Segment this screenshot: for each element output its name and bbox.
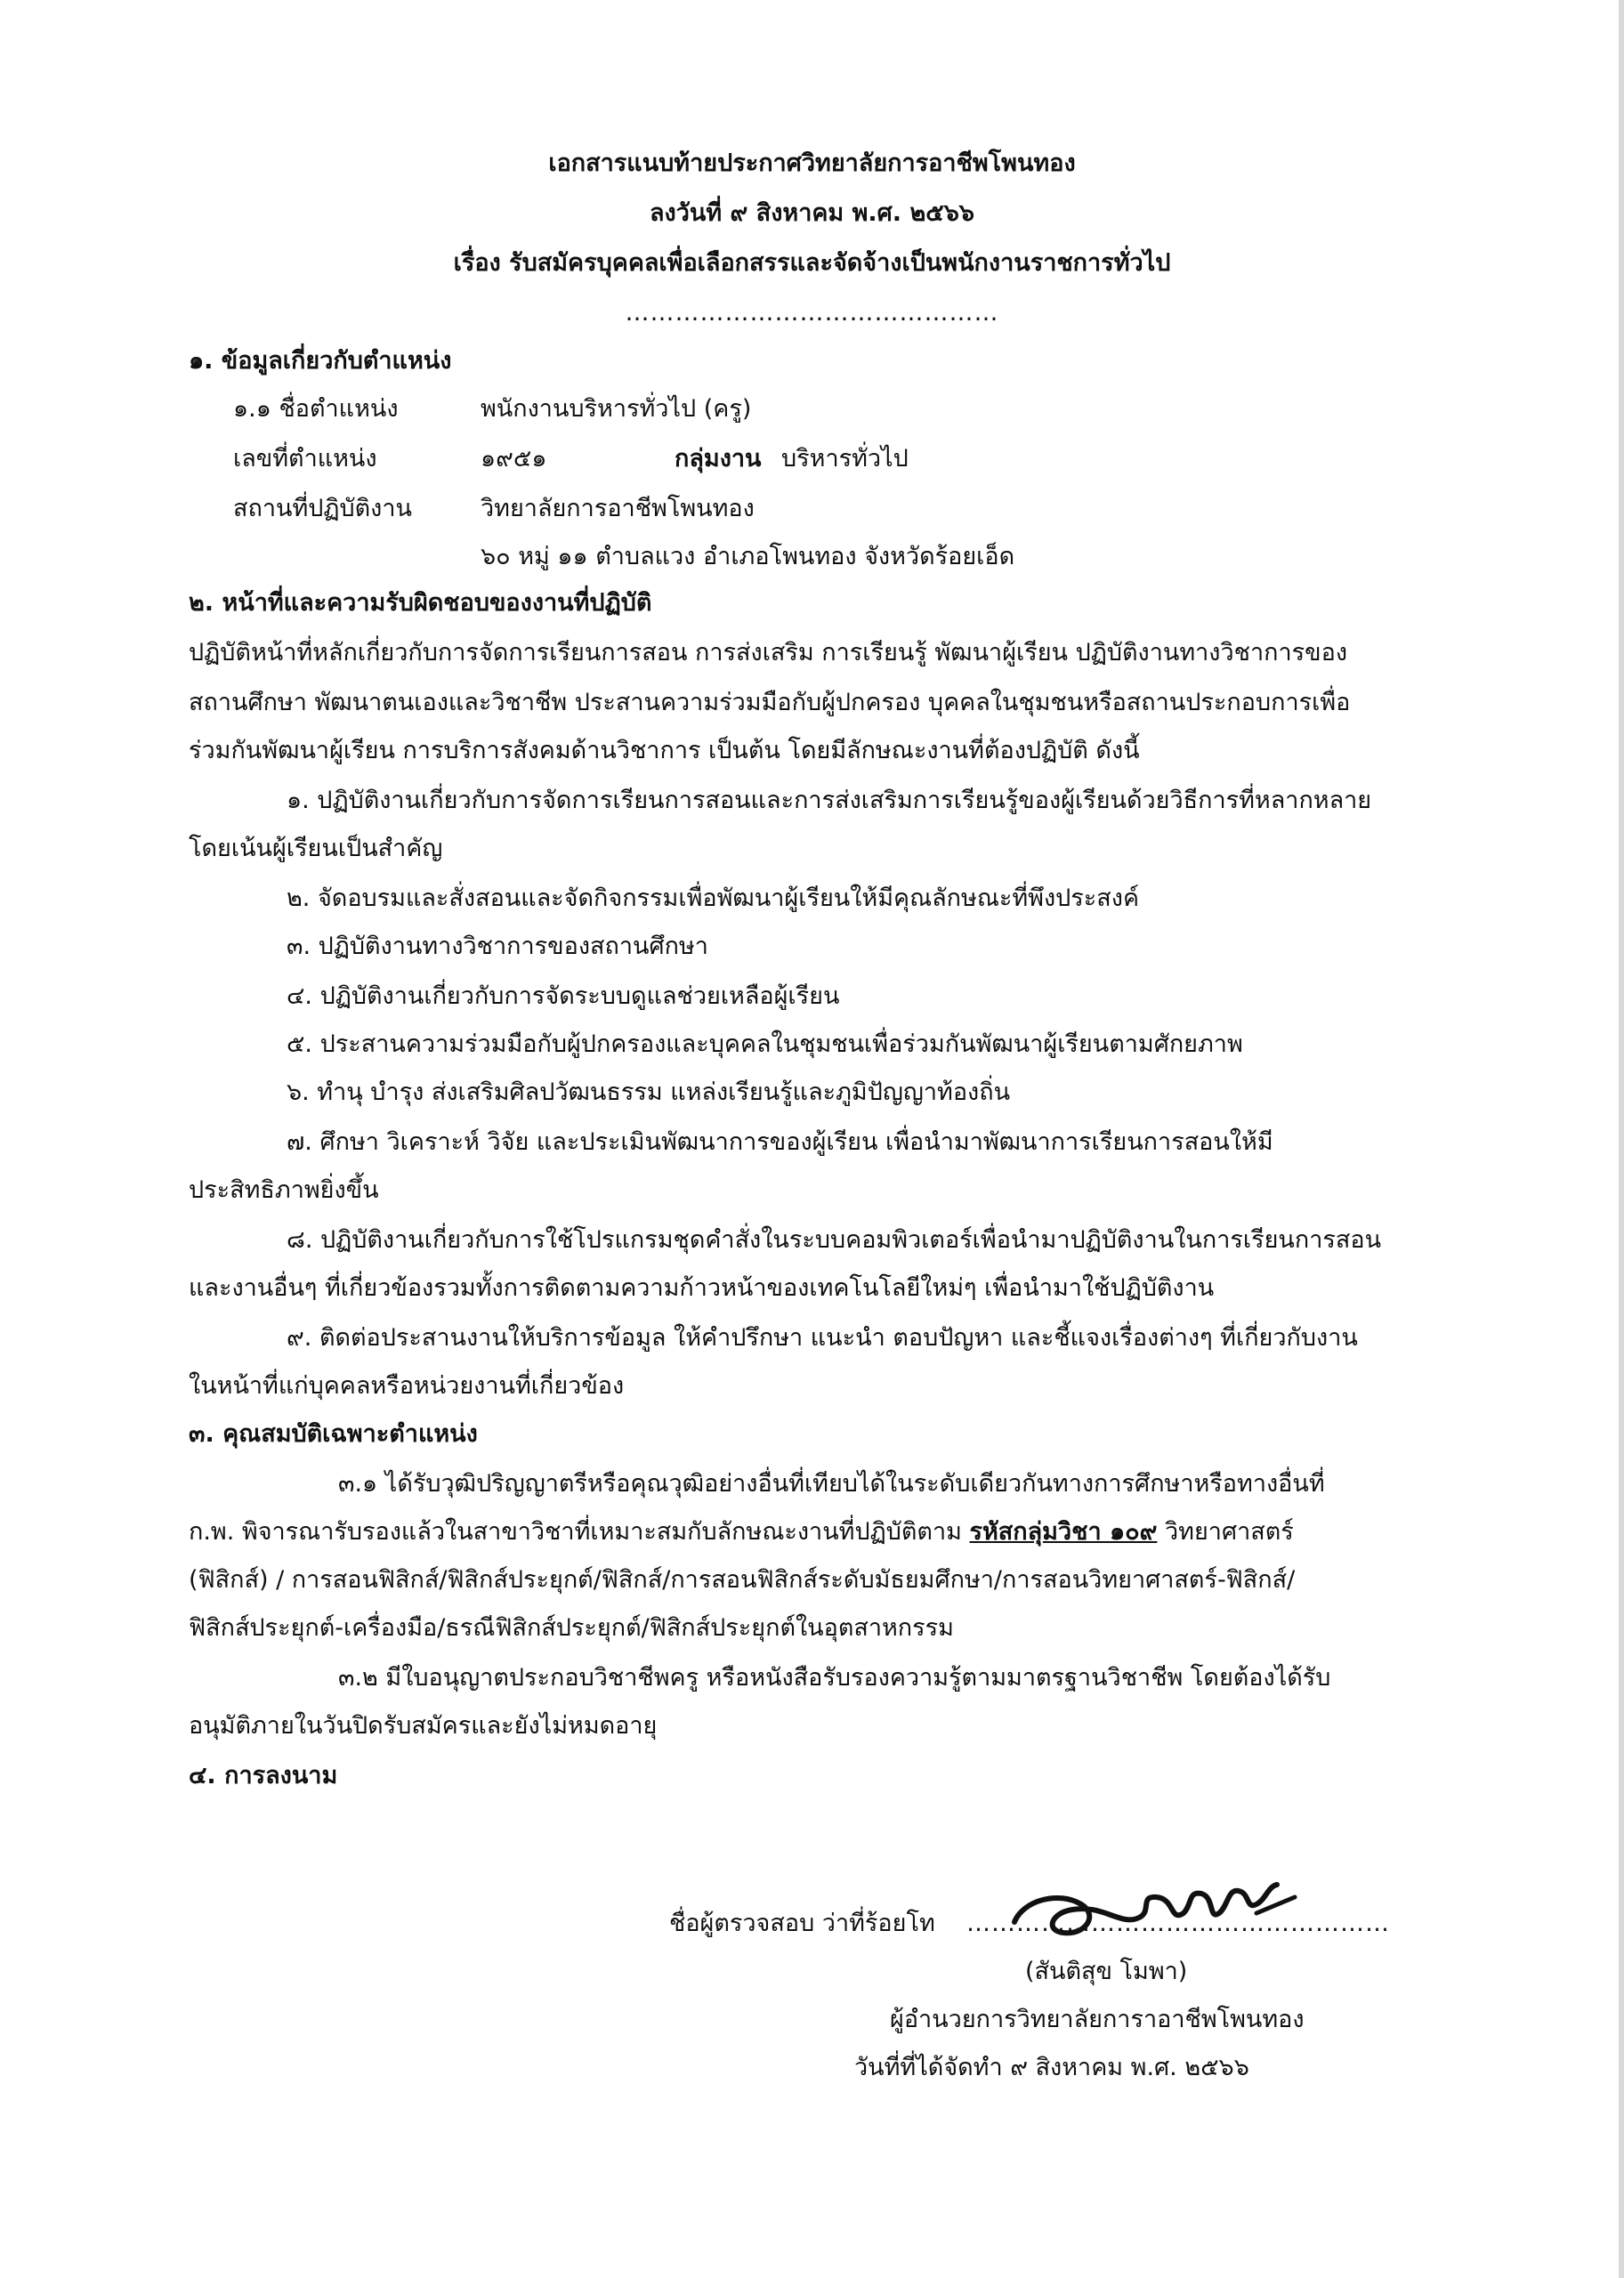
header-separator: ………………………………………: [625, 299, 999, 327]
position-name-value: พนักงานบริหารทั่วไป (ครู): [481, 395, 752, 423]
signature-line: ……………………………………………: [966, 1910, 1390, 1937]
duty-item-9: ๙. ติดต่อประสานงานให้บริการข้อมูล ให้คำปรึกษา แนะนำ ตอบปัญหา และชี้แจงเรื่องต่างๆ ที่เกี่ยวกับงาน: [287, 1324, 1358, 1352]
section2-title: ๒. หน้าที่และความรับผิดชอบของงานที่ปฏิบัติ: [189, 589, 652, 617]
qualification-1-line: ฟิสิกส์ประยุกต์-เครื่องมือ/ธรณีฟิสิกส์ประยุกต์/ฟิสิกส์ประยุกต์ในอุตสาหกรรม: [189, 1614, 954, 1642]
workplace-value: วิทยาลัยการอาชีพโพนทอง: [481, 495, 755, 522]
qualification-1-line: ๓.๑ ได้รับวุฒิปริญญาตรีหรือคุณวุฒิอย่างอื่นที่เทียบได้ในระดับเดียวกันทางการศึกษาหรือทางอื่นที่: [338, 1470, 1325, 1498]
qualification-2-line: อนุมัติภายในวันปิดรับสมัครและยังไม่หมดอายุ: [189, 1712, 658, 1740]
section2-intro-line: ปฏิบัติหน้าที่หลักเกี่ยวกับการจัดการเรียนการสอน การส่งเสริม การเรียนรู้ พัฒนาผู้เรียน ปฏิบัติงานทางวิชาการของ: [189, 639, 1347, 666]
handwritten-signature: [1006, 1851, 1299, 1949]
duty-item-1: ๑. ปฏิบัติงานเกี่ยวกับการจัดการเรียนการสอนและการส่งเสริมการเรียนรู้ของผู้เรียนด้วยวิธีการที่หลากหลาย: [287, 787, 1372, 814]
qualification-1-line: [189, 1513, 1294, 1552]
section2-intro-line: สถานศึกษา พัฒนาตนเองและวิชาชีพ ประสานความร่วมมือกับผู้ปกครอง บุคคลในชุมชนหรือสถานประกอบการเพื่อ: [189, 689, 1351, 716]
duty-item-4: ๔. ปฏิบัติงานเกี่ยวกับการจัดระบบดูแลช่วยเหลือผู้เรียน: [287, 982, 840, 1010]
header-date: ลงวันที่ ๙ สิงหาคม พ.ศ. ๒๕๖๖: [650, 199, 974, 227]
section2-intro-line: ร่วมกันพัฒนาผู้เรียน การบริการสังคมด้านวิชาการ เป็นต้น โดยมีลักษณะงานที่ต้องปฏิบัติ ดังนี้: [189, 737, 1140, 764]
qualification-1-text: วิทยาศาสตร์: [1157, 1518, 1294, 1546]
document-date: วันที่ที่ได้จัดทำ ๙ สิงหาคม พ.ศ. ๒๕๖๖: [854, 2054, 1249, 2081]
duty-item-9-cont: ในหน้าที่แก่บุคคลหรือหน่วยงานที่เกี่ยวข้อง: [189, 1372, 625, 1400]
qualification-1-text: ก.พ. พิจารณารับรองแล้วในสาขาวิชาที่เหมาะสมกับลักษณะงานที่ปฏิบัติตาม: [189, 1518, 970, 1546]
position-number-value: ๑๙๕๑: [481, 445, 547, 473]
checker-label: ชื่อผู้ตรวจสอบ ว่าที่ร้อยโท: [669, 1910, 935, 1937]
section1-title: ๑. ข้อมูลเกี่ยวกับตำแหน่ง: [189, 347, 452, 375]
qualification-2-line: ๓.๒ มีใบอนุญาตประกอบวิชาชีพครู หรือหนังสือรับรองความรู้ตามมาตรฐานวิชาชีพ โดยต้องได้รับ: [338, 1664, 1331, 1692]
duty-item-6: ๖. ทำนุ บำรุง ส่งเสริมศิลปวัฒนธรรม แหล่งเรียนรู้และภูมิปัญญาท้องถิ่น: [287, 1078, 1011, 1106]
workplace-address: ๖๐ หมู่ ๑๑ ตำบลแวง อำเภอโพนทอง จังหวัดร้อยเอ็ด: [481, 543, 1015, 570]
position-number-label: เลขที่ตำแหน่ง: [233, 445, 377, 473]
page-edge: [1619, 0, 1624, 2278]
duty-item-3: ๓. ปฏิบัติงานทางวิชาการของสถานศึกษา: [287, 933, 708, 960]
section4-title: ๔. การลงนาม: [189, 1762, 338, 1789]
subject-group-code: รหัสกลุ่มวิชา ๑๐๙: [969, 1518, 1158, 1546]
position-name-label: ๑.๑ ชื่อตำแหน่ง: [233, 395, 399, 423]
workplace-label: สถานที่ปฏิบัติงาน: [233, 495, 412, 522]
work-group-value: บริหารทั่วไป: [781, 445, 909, 473]
duty-item-7: ๗. ศึกษา วิเคราะห์ วิจัย และประเมินพัฒนาการของผู้เรียน เพื่อนำมาพัฒนาการเรียนการสอนให้มี: [287, 1128, 1273, 1156]
header-title: เอกสารแนบท้ายประกาศวิทยาลัยการอาชีพโพนทอง: [548, 149, 1076, 177]
duty-item-2: ๒. จัดอบรมและสั่งสอนและจัดกิจกรรมเพื่อพัฒนาผู้เรียนให้มีคุณลักษณะที่พึงประสงค์: [287, 885, 1140, 912]
duty-item-8-cont: และงานอื่นๆ ที่เกี่ยวข้องรวมทั้งการติดตามความก้าวหน้าของเทคโนโลยีใหม่ๆ เพื่อนำมาใช้ปฏิบัติงาน: [189, 1274, 1215, 1302]
signer-position: ผู้อำนวยการวิทยาลัยการาอาชีพโพนทอง: [890, 2006, 1305, 2033]
header-subject: เรื่อง รับสมัครบุคคลเพื่อเลือกสรรและจัดจ้างเป็นพนักงานราชการทั่วไป: [453, 249, 1171, 277]
qualification-1-line: (ฟิสิกส์) / การสอนฟิสิกส์/ฟิสิกส์ประยุกต์/ฟิสิกส์/การสอนฟิสิกส์ระดับมัธยมศึกษา/การสอนวิทยาศาสตร์-ฟิสิกส์/: [189, 1566, 1296, 1594]
duty-item-8: ๘. ปฏิบัติงานเกี่ยวกับการใช้โปรแกรมชุดคำสั่งในระบบคอมพิวเตอร์เพื่อนำมาปฏิบัติงานในการเรียนการสอน: [287, 1226, 1382, 1254]
duty-item-7-cont: ประสิทธิภาพยิ่งขึ้น: [189, 1176, 379, 1204]
work-group-label: กลุ่มงาน: [675, 445, 762, 473]
signer-name: (สันติสุข โมพา): [1025, 1958, 1188, 1985]
duty-item-5: ๕. ประสานความร่วมมือกับผู้ปกครองและบุคคลในชุมชนเพื่อร่วมกันพัฒนาผู้เรียนตามศักยภาพ: [287, 1030, 1243, 1058]
duty-item-1-cont: โดยเน้นผู้เรียนเป็นสำคัญ: [189, 835, 443, 862]
section3-title: ๓. คุณสมบัติเฉพาะตำแหน่ง: [189, 1420, 478, 1448]
